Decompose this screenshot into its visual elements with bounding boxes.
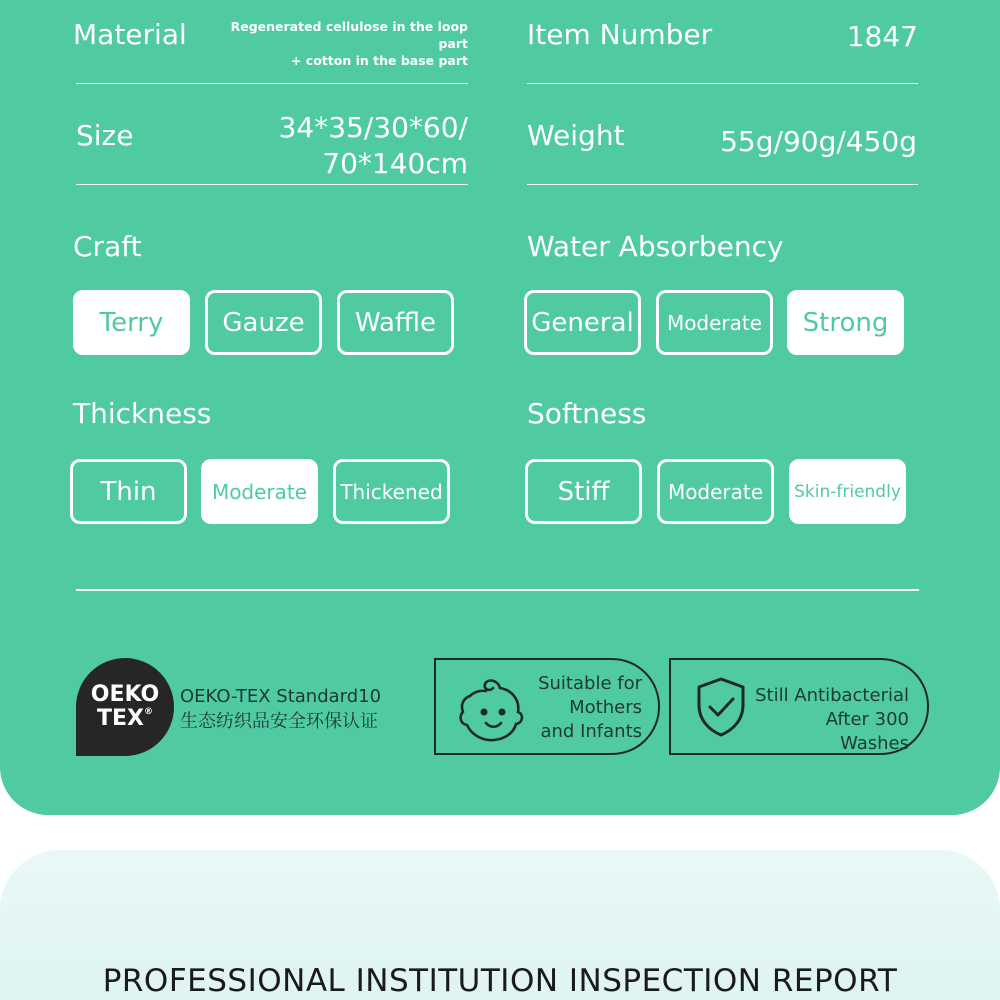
- size-value: [240, 110, 468, 182]
- thickness-option-thickened[interactable]: Thickened: [333, 459, 450, 524]
- item-number-rule: [527, 83, 918, 84]
- craft-option-waffle[interactable]: Waffle: [337, 290, 454, 355]
- section-divider: [76, 589, 919, 591]
- weight-value: 55g/90g/450g: [720, 125, 917, 158]
- oeko-text-line1: OEKO-TEX Standard10: [180, 686, 382, 707]
- softness-option-stiff[interactable]: Stiff: [525, 459, 642, 524]
- weight-label: Weight: [527, 119, 625, 152]
- thickness-option-thin[interactable]: Thin: [70, 459, 187, 524]
- material-rule: [76, 83, 468, 84]
- material-value-line1: Regenerated cellulose in the loop part: [230, 19, 468, 51]
- thickness-option-moderate[interactable]: Moderate: [201, 459, 318, 524]
- absorbency-option-strong[interactable]: Strong: [787, 290, 904, 355]
- infant-badge-line2: Mothers: [569, 697, 642, 718]
- weight-rule: [527, 184, 918, 185]
- size-rule: [76, 184, 468, 185]
- absorbency-option-moderate[interactable]: Moderate: [656, 290, 773, 355]
- craft-option-gauze[interactable]: Gauze: [205, 290, 322, 355]
- material-value: [200, 18, 468, 69]
- oeko-logo-line2: TEX®: [97, 706, 153, 731]
- size-value-line2: 70*140cm: [322, 147, 468, 180]
- craft-title: Craft: [73, 230, 142, 263]
- antibacterial-badge: [669, 658, 929, 755]
- water-absorbency-title: Water Absorbency: [527, 230, 784, 263]
- absorbency-option-general[interactable]: General: [524, 290, 641, 355]
- infant-badge-line3: and Infants: [540, 721, 642, 742]
- softness-option-moderate[interactable]: Moderate: [657, 459, 774, 524]
- material-label: Material: [73, 18, 187, 51]
- antibacterial-badge-text: [753, 684, 909, 756]
- oeko-tex-description: [180, 684, 381, 734]
- baby-face-icon: [450, 668, 530, 748]
- craft-option-terry[interactable]: Terry: [73, 290, 190, 355]
- size-value-line1: 34*35/30*60/: [278, 111, 468, 144]
- antibacterial-badge-line1: Still Antibacterial: [755, 685, 909, 706]
- infant-suitable-badge: [434, 658, 660, 755]
- inspection-report-title: PROFESSIONAL INSTITUTION INSPECTION REPORT: [102, 963, 898, 999]
- item-number-value: 1847: [846, 20, 918, 53]
- oeko-text-line2: 生态纺织品安全环保认证: [180, 711, 378, 732]
- material-value-line2: + cotton in the base part: [290, 53, 468, 68]
- antibacterial-badge-line2: After 300 Washes: [825, 709, 909, 754]
- thickness-title: Thickness: [73, 397, 212, 430]
- oeko-tex-logo: [76, 658, 174, 756]
- oeko-logo-line1: OEKO: [90, 682, 160, 707]
- softness-option-skin-friendly[interactable]: Skin-friendly: [789, 459, 906, 524]
- size-label: Size: [76, 119, 134, 152]
- infant-badge-line1: Suitable for: [538, 673, 642, 694]
- shield-check-icon: [693, 675, 749, 739]
- infant-badge-text: [526, 672, 642, 744]
- softness-title: Softness: [527, 397, 647, 430]
- item-number-label: Item Number: [527, 18, 713, 51]
